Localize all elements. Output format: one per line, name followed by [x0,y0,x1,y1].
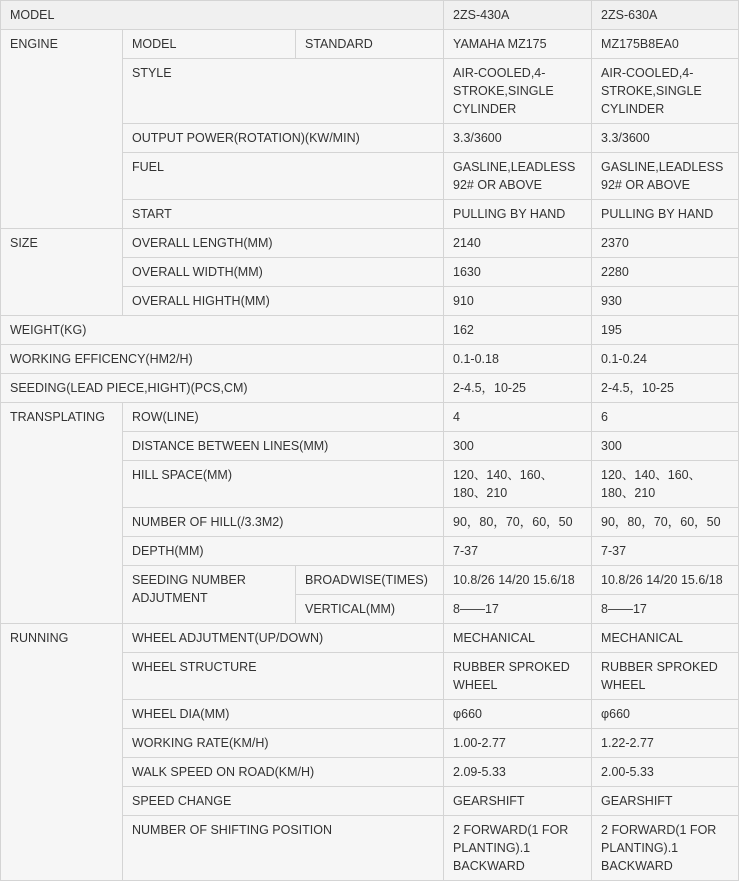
table-row [1,316,739,345]
distance-b: 300 [592,432,739,461]
broadwise-label: BROADWISE(TIMES) [296,566,444,595]
shifting-position-a: 2 FORWARD(1 FOR PLANTING).1 BACKWARD [444,816,592,881]
weight-a: 162 [444,316,592,345]
wheel-adjust-label: WHEEL ADJUTMENT(UP/DOWN) [123,624,444,653]
size-length-label: OVERALL LENGTH(MM) [123,229,444,258]
size-height-a: 910 [444,287,592,316]
group-running: RUNNING [1,624,123,881]
table-row [1,229,739,258]
size-width-b: 2280 [592,258,739,287]
table-row [1,624,739,653]
engine-power-b: 3.3/3600 [592,124,739,153]
working-rate-label: WORKING RATE(KM/H) [123,729,444,758]
wheel-adjust-a: MECHANICAL [444,624,592,653]
weight-label: WEIGHT(KG) [1,316,444,345]
hill-number-label: NUMBER OF HILL(/3.3M2) [123,508,444,537]
table-row [1,30,739,59]
header-model-label: MODEL [1,1,444,30]
efficiency-b: 0.1-0.24 [592,345,739,374]
distance-label: DISTANCE BETWEEN LINES(MM) [123,432,444,461]
vertical-b: 8——17 [592,595,739,624]
header-model-b: 2ZS-630A [592,1,739,30]
hill-space-a: 120、140、160、180、210 [444,461,592,508]
walk-speed-label: WALK SPEED ON ROAD(KM/H) [123,758,444,787]
table-row [1,1,739,30]
table-row [1,345,739,374]
engine-model-sub: STANDARD [296,30,444,59]
efficiency-label: WORKING EFFICENCY(HM2/H) [1,345,444,374]
engine-model-a: YAMAHA MZ175 [444,30,592,59]
engine-fuel-b: GASLINE,LEADLESS 92# OR ABOVE [592,153,739,200]
wheel-structure-a: RUBBER SPROKED WHEEL [444,653,592,700]
seeding-a: 2-4.5，10-25 [444,374,592,403]
engine-style-a: AIR-COOLED,4-STROKE,SINGLE CYLINDER [444,59,592,124]
group-transplanting: TRANSPLATING [1,403,123,624]
working-rate-b: 1.22-2.77 [592,729,739,758]
wheel-adjust-b: MECHANICAL [592,624,739,653]
engine-style-label: STYLE [123,59,444,124]
speed-change-label: SPEED CHANGE [123,787,444,816]
row-b: 6 [592,403,739,432]
seeding-label: SEEDING(LEAD PIECE,HIGHT)(PCS,CM) [1,374,444,403]
distance-a: 300 [444,432,592,461]
engine-model-b: MZ175B8EA0 [592,30,739,59]
size-height-b: 930 [592,287,739,316]
engine-start-label: START [123,200,444,229]
wheel-dia-b: φ660 [592,700,739,729]
depth-a: 7-37 [444,537,592,566]
wheel-dia-a: φ660 [444,700,592,729]
engine-start-b: PULLING BY HAND [592,200,739,229]
seeding-b: 2-4.5，10-25 [592,374,739,403]
walk-speed-b: 2.00-5.33 [592,758,739,787]
engine-fuel-label: FUEL [123,153,444,200]
wheel-dia-label: WHEEL DIA(MM) [123,700,444,729]
working-rate-a: 1.00-2.77 [444,729,592,758]
depth-label: DEPTH(MM) [123,537,444,566]
size-length-b: 2370 [592,229,739,258]
row-a: 4 [444,403,592,432]
efficiency-a: 0.1-0.18 [444,345,592,374]
depth-b: 7-37 [592,537,739,566]
engine-style-b: AIR-COOLED,4-STROKE,SINGLE CYLINDER [592,59,739,124]
vertical-a: 8——17 [444,595,592,624]
table-row [1,374,739,403]
shifting-position-label: NUMBER OF SHIFTING POSITION [123,816,444,881]
size-height-label: OVERALL HIGHTH(MM) [123,287,444,316]
vertical-label: VERTICAL(MM) [296,595,444,624]
size-length-a: 2140 [444,229,592,258]
seeding-adjust-label: SEEDING NUMBER ADJUTMENT [123,566,296,624]
engine-power-label: OUTPUT POWER(ROTATION)(KW/MIN) [123,124,444,153]
engine-start-a: PULLING BY HAND [444,200,592,229]
engine-model-label: MODEL [123,30,296,59]
weight-b: 195 [592,316,739,345]
table-row [1,403,739,432]
hill-space-b: 120、140、160、180、210 [592,461,739,508]
engine-power-a: 3.3/3600 [444,124,592,153]
hill-number-a: 90，80，70，60，50 [444,508,592,537]
shifting-position-b: 2 FORWARD(1 FOR PLANTING).1 BACKWARD [592,816,739,881]
group-size: SIZE [1,229,123,316]
hill-number-b: 90，80，70，60，50 [592,508,739,537]
wheel-structure-b: RUBBER SPROKED WHEEL [592,653,739,700]
header-model-a: 2ZS-430A [444,1,592,30]
hill-space-label: HILL SPACE(MM) [123,461,444,508]
engine-fuel-a: GASLINE,LEADLESS 92# OR ABOVE [444,153,592,200]
speed-change-a: GEARSHIFT [444,787,592,816]
speed-change-b: GEARSHIFT [592,787,739,816]
broadwise-b: 10.8/26 14/20 15.6/18 [592,566,739,595]
walk-speed-a: 2.09-5.33 [444,758,592,787]
size-width-a: 1630 [444,258,592,287]
row-label: ROW(LINE) [123,403,444,432]
broadwise-a: 10.8/26 14/20 15.6/18 [444,566,592,595]
group-engine: ENGINE [1,30,123,229]
size-width-label: OVERALL WIDTH(MM) [123,258,444,287]
wheel-structure-label: WHEEL STRUCTURE [123,653,444,700]
